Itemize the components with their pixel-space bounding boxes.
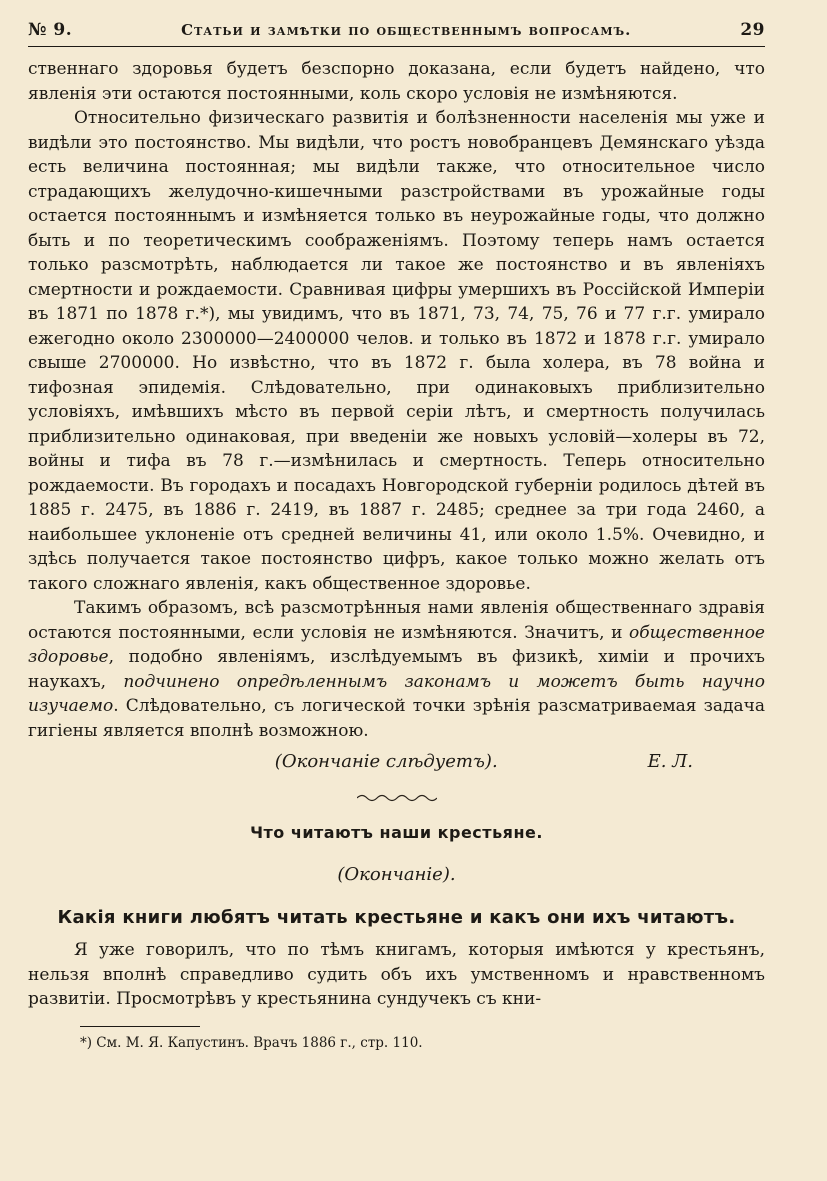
running-header	[28, 20, 765, 47]
wavy-divider-icon	[357, 793, 437, 803]
wavy-divider	[28, 788, 765, 807]
paragraph-3-italic-2: подчинено опредѣленнымъ законамъ и можетъ быть научно изучаемо	[28, 671, 765, 716]
paragraph-3-part-2: , подобно явленіямъ, изслѣдуемымъ въ физикѣ, химіи и прочихъ наукахъ,	[28, 647, 765, 692]
paragraph-3-part-1: Такимъ образомъ, всѣ разсмотрѣнныя нами явленія общественнаго здравія остаются постоянными, если условія не измѣняются. Значитъ, и	[28, 598, 765, 643]
section-heading: Какія книги любятъ читать крестьяне и какъ они ихъ читаютъ.	[57, 907, 736, 928]
to-be-continued: (Окончаніе слѣдуетъ).	[274, 751, 498, 772]
signature-line	[28, 751, 765, 772]
footnote-rule	[80, 1026, 200, 1027]
header-title: Статьи и замѣтки по общественнымъ вопросамъ.	[181, 21, 632, 39]
paragraph-3	[28, 596, 765, 743]
page-number: 29	[740, 20, 765, 40]
paragraph-1: ственнаго здоровья будетъ безспорно доказана, если будетъ найдено, что явленія эти остаются постоянными, коль скоро условія не измѣняются.	[28, 59, 765, 104]
paragraph-2: Относительно физическаго развитія и болѣзненности населенія мы уже и видѣли это постоянство. Мы видѣли, что ростъ новобранцевъ Демянскаго уѣзда есть величина постоянная; мы видѣли также, что относительное число страдающихъ желудочно-кишечными разстройствами въ урожайные годы остается постояннымъ и измѣняется только въ неурожайные годы, что должно быть и по теоретическимъ соображеніямъ. Поэтому теперь намъ остается только разсмотрѣть, наблюдается ли такое же постоянство и въ явленіяхъ смертности и рождаемости. Сравнивая цифры умершихъ въ Россійской Имперіи въ 1871 по 1878 г.*), мы увидимъ, что въ 1871, 73, 74, 75, 76 и 77 г.г. умирало ежегодно около 2300000—2400000 челов. и только въ 1872 и 1878 г.г. умирало свыше 2700000. Но извѣстно, что въ 1872 г. была холера, въ 78 война и тифозная эпидемія. Слѣдовательно, при одинаковыхъ приблизительно условіяхъ, имѣвшихъ мѣсто въ первой серіи лѣтъ, и смертность получилась приблизительно одинаковая, при введеніи же новыхъ условій—холеры въ 72, войны и тифа въ 78 г.—измѣнилась и смертность. Теперь относительно рождаемости. Въ городахъ и посадахъ Новгородской губерніи родилось дѣтей въ 1885 г. 2475, въ 1886 г. 2419, въ 1887 г. 2485; среднее за три года 2460, а наибольшее уклоненіе отъ средней величины 41, или около 1.5%. Очевидно, и здѣсь получается такое постоянство цифръ, какое только можно желать отъ такого сложнаго явленія, какъ общественное здоровье.	[28, 108, 765, 594]
paragraph-3-italic-1: общественное здоровье	[28, 622, 765, 667]
article-body	[28, 57, 765, 743]
footnote: *) См. М. Я. Капустинъ. Врачъ 1886 г., стр. 110.	[80, 1034, 423, 1051]
author-initials: Е. Л.	[647, 751, 693, 772]
issue-number: № 9.	[28, 20, 73, 40]
section-body	[28, 938, 765, 1012]
section-title: Что читаютъ наши крестьяне.	[250, 823, 543, 842]
section-subtitle: (Окончаніе).	[337, 864, 456, 885]
paragraph-3-part-3: . Слѣдовательно, съ логической точки зрѣнія разсматриваемая задача гигіены является вполнѣ возможною.	[28, 696, 765, 741]
section-paragraph: Я уже говорилъ, что по тѣмъ книгамъ, которыя имѣются у крестьянъ, нельзя вполнѣ справедливо судить объ ихъ умственномъ и нравственномъ развитіи. Просмотрѣвъ у крестьянина сундучекъ съ кни-	[28, 940, 765, 1009]
